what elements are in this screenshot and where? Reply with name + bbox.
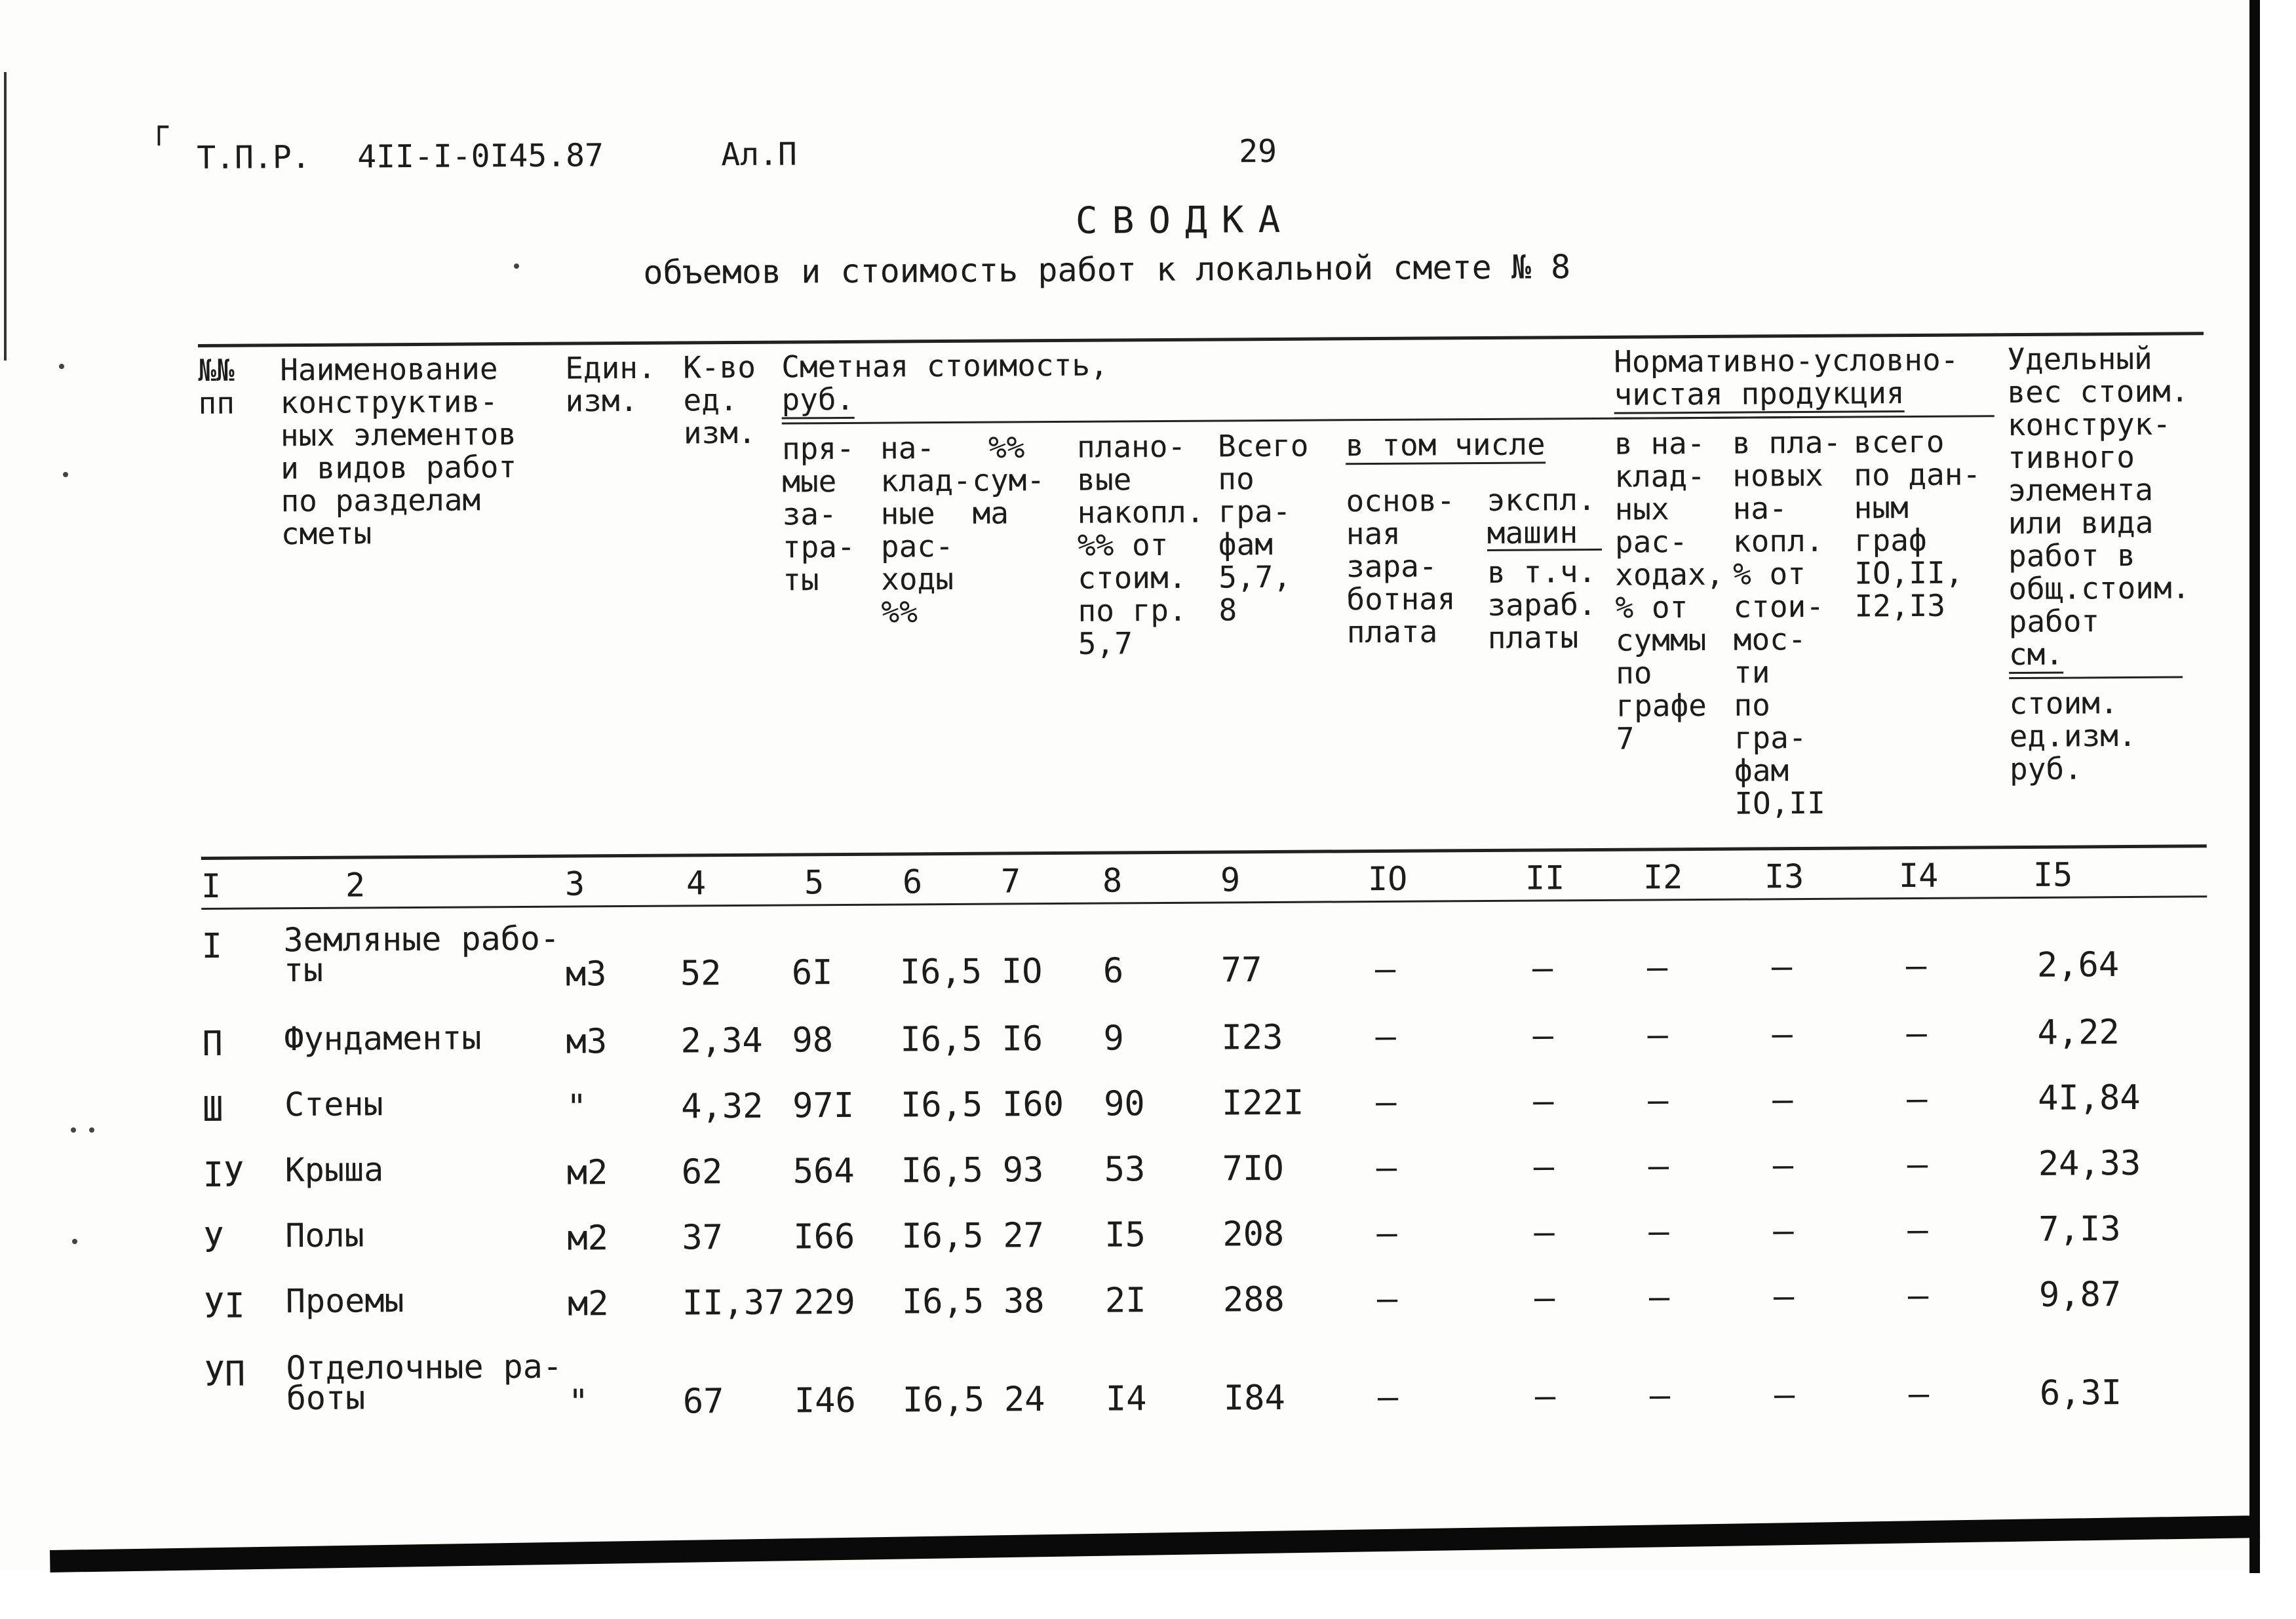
header-nup-overhead: в на- клад- ных рас- ходах, % от суммы по графе 7 xyxy=(1614,425,1724,756)
row-nup-overhead: – xyxy=(1648,1146,1669,1186)
col-number: 5 xyxy=(804,863,825,902)
row-qty: 62 xyxy=(681,1152,723,1192)
header-name: Наименование конструктив- ных элементов и видов работ по разделам сметы xyxy=(280,351,517,552)
row-wage: – xyxy=(1376,1279,1398,1319)
doc-code: Т.П.Р. xyxy=(197,138,311,176)
scan-speck xyxy=(71,1127,76,1133)
row-overhead-sum: IO xyxy=(1001,952,1043,992)
header-nup-group: Нормативно-условно- xyxy=(1614,341,1959,380)
row-nup-planned: – xyxy=(1772,1146,1794,1186)
scan-speck xyxy=(59,364,64,369)
header-pct-sum: сум- ма xyxy=(972,462,1045,531)
row-machines: – xyxy=(1532,1016,1553,1056)
header-overhead: на- клад- ные рас- ходы %% xyxy=(880,430,971,630)
row-planned-savings: 9 xyxy=(1103,1019,1125,1059)
col-number: I5 xyxy=(2033,855,2073,894)
row-overhead-sum: 24 xyxy=(1003,1380,1045,1420)
row-total: I84 xyxy=(1223,1378,1285,1418)
row-planned-savings: 2I xyxy=(1104,1281,1146,1321)
doc-number: 4II-I-0I45.87 xyxy=(357,137,604,176)
row-unit: " xyxy=(566,1087,587,1127)
header-incl: в том числе xyxy=(1346,426,1546,465)
row-number: УI xyxy=(203,1286,245,1326)
row-overhead-sum: 27 xyxy=(1003,1216,1045,1256)
col-number: 4 xyxy=(686,864,707,903)
row-planned-savings: 90 xyxy=(1103,1084,1145,1124)
col-number: IO xyxy=(1367,859,1408,899)
col-number: I4 xyxy=(1898,856,1939,895)
header-share-unit: см. xyxy=(2009,636,2063,674)
row-nup-total: – xyxy=(1908,1374,1930,1414)
row-share: 24,33 xyxy=(2038,1143,2141,1184)
row-name: Земляные рабо- ты xyxy=(283,919,560,990)
row-machines: – xyxy=(1532,948,1553,988)
row-qty: II,37 xyxy=(682,1283,785,1323)
row-share: 9,87 xyxy=(2038,1275,2122,1315)
row-total: 288 xyxy=(1222,1279,1285,1320)
scan-speck xyxy=(89,1127,94,1133)
col-number: 3 xyxy=(564,865,585,903)
header-nup-total: всего по дан- ным граф IO,II, I2,I3 xyxy=(1853,423,1981,624)
header-nup-group-2: чистая продукция xyxy=(1614,375,1904,414)
row-direct-cost: 98 xyxy=(792,1021,834,1061)
row-unit: " xyxy=(568,1382,589,1422)
col-number: 7 xyxy=(1000,862,1021,901)
row-overhead-pct: I6,5 xyxy=(900,1019,983,1060)
row-machines: – xyxy=(1534,1376,1556,1416)
row-overhead-pct: I6,5 xyxy=(900,1085,983,1125)
header-wage: основ- ная зара- ботная плата xyxy=(1346,482,1456,650)
row-share: 7,I3 xyxy=(2038,1209,2121,1249)
header-machines: экспл. машин xyxy=(1487,481,1596,551)
row-machines: – xyxy=(1534,1213,1555,1253)
row-total: 208 xyxy=(1222,1214,1285,1255)
row-overhead-pct: I6,5 xyxy=(902,1380,985,1420)
col-number: 2 xyxy=(345,866,366,905)
row-planned-savings: 53 xyxy=(1104,1150,1146,1190)
row-nup-total: – xyxy=(1907,1276,1929,1316)
row-nup-planned: – xyxy=(1771,947,1793,987)
row-unit: м3 xyxy=(566,1022,608,1062)
row-nup-overhead: – xyxy=(1647,1081,1669,1121)
column-numbers-rule xyxy=(201,895,2207,910)
row-overhead-sum: 93 xyxy=(1002,1150,1044,1190)
header-cost-group: Сметная стоимость, xyxy=(781,347,1108,385)
row-nup-planned: – xyxy=(1772,1015,1793,1055)
row-direct-cost: 229 xyxy=(793,1282,856,1323)
col-number: 8 xyxy=(1102,861,1123,900)
document-content xyxy=(197,115,2230,1537)
row-direct-cost: 564 xyxy=(792,1151,855,1192)
row-wage: – xyxy=(1374,949,1396,990)
row-wage: – xyxy=(1375,1017,1397,1057)
row-overhead-pct: I6,5 xyxy=(901,1216,984,1257)
row-wage: – xyxy=(1377,1377,1399,1418)
row-share: 4I,84 xyxy=(2037,1078,2141,1118)
row-direct-cost: I66 xyxy=(793,1217,855,1257)
row-machines: – xyxy=(1533,1147,1555,1187)
row-qty: 2,34 xyxy=(680,1021,763,1061)
row-number: IУ xyxy=(203,1155,244,1195)
row-planned-savings: I5 xyxy=(1104,1215,1146,1255)
nup-group-underline xyxy=(1614,415,1994,419)
header-total: Всего по гра- фам 5,7, 8 xyxy=(1217,427,1309,628)
row-overhead-pct: I6,5 xyxy=(901,1281,984,1322)
col-number: I xyxy=(201,867,222,905)
row-name: Крыша xyxy=(284,1150,384,1190)
row-name: Проемы xyxy=(285,1281,404,1321)
header-direct: пря- мые за- тра- ты xyxy=(781,430,855,598)
row-nup-planned: – xyxy=(1774,1375,1795,1415)
row-share: 2,64 xyxy=(2036,945,2120,985)
row-nup-planned: – xyxy=(1772,1080,1793,1120)
scan-speck xyxy=(72,1239,77,1244)
row-number: УП xyxy=(204,1354,246,1394)
col-number: I2 xyxy=(1643,858,1683,897)
col-number: II xyxy=(1525,859,1565,897)
scan-margin-mark xyxy=(4,72,7,361)
row-qty: 37 xyxy=(682,1218,724,1258)
row-name: Отделочные ра- боты xyxy=(286,1347,563,1418)
row-total: I22I xyxy=(1221,1083,1304,1123)
scan-border-right xyxy=(2249,0,2260,1573)
row-nup-total: – xyxy=(1906,1013,1927,1054)
row-nup-total: – xyxy=(1907,1210,1928,1251)
col-number: I3 xyxy=(1764,857,1804,896)
row-name: Фундаменты xyxy=(284,1019,482,1059)
header-share-cost: стоим. ед.изм. руб. xyxy=(2009,685,2137,787)
row-unit: м2 xyxy=(566,1153,608,1193)
header-share: Удельный вес стоим. конструк- тивного элемента или вида работ в общ.стоим. работ xyxy=(2007,340,2190,640)
row-direct-cost: I46 xyxy=(794,1380,856,1421)
row-unit: м3 xyxy=(565,954,607,994)
document-subtitle: объемов и стоимость работ к локальной смете № 8 xyxy=(643,248,1571,292)
row-direct-cost: 6I xyxy=(791,953,833,993)
row-overhead-sum: I6 xyxy=(1002,1019,1043,1059)
corner-bracket-icon: ┌ xyxy=(149,109,168,146)
row-wage: – xyxy=(1375,1082,1397,1123)
row-planned-savings: I4 xyxy=(1105,1379,1147,1419)
row-share: 6,3I xyxy=(2039,1373,2122,1413)
row-direct-cost: 97I xyxy=(792,1085,855,1126)
album-label: Ал.П xyxy=(721,136,798,174)
row-nup-overhead: – xyxy=(1648,1278,1670,1317)
header-qty: К-во ед. изм. xyxy=(683,349,756,451)
row-machines: – xyxy=(1532,1082,1554,1122)
share-underline xyxy=(2009,676,2183,680)
row-machines: – xyxy=(1534,1278,1555,1318)
row-nup-planned: – xyxy=(1773,1211,1794,1251)
header-nup-planned: в пла- новых на- копл. % от стои- мос- ти по гра- фам IO,II xyxy=(1732,424,1842,821)
row-nup-overhead: – xyxy=(1649,1376,1671,1416)
row-nup-planned: – xyxy=(1773,1277,1795,1317)
row-overhead-sum: I60 xyxy=(1002,1084,1064,1125)
row-qty: 52 xyxy=(680,954,722,994)
row-name: Полы xyxy=(285,1216,364,1255)
row-nup-total: – xyxy=(1907,1144,1928,1185)
row-overhead-sum: 38 xyxy=(1003,1281,1045,1321)
row-number: П xyxy=(202,1024,224,1064)
row-wage: – xyxy=(1376,1148,1397,1188)
row-wage: – xyxy=(1376,1213,1397,1254)
row-nup-overhead: – xyxy=(1648,1212,1669,1252)
header-num: №№ пп xyxy=(198,352,235,421)
col-number: 6 xyxy=(902,863,923,901)
row-unit: м2 xyxy=(567,1284,609,1324)
page-number: 29 xyxy=(1239,132,1277,170)
row-share: 4,22 xyxy=(2037,1013,2120,1053)
scan-speck xyxy=(63,472,68,477)
row-name: Стены xyxy=(284,1085,383,1124)
row-number: Ш xyxy=(202,1089,224,1129)
row-number: I xyxy=(201,926,223,966)
row-overhead-pct: I6,5 xyxy=(901,1150,984,1191)
row-nup-overhead: – xyxy=(1647,1015,1668,1055)
row-total: 7IO xyxy=(1222,1148,1284,1189)
row-qty: 67 xyxy=(682,1382,724,1422)
row-total: I23 xyxy=(1221,1017,1283,1058)
header-unit: Един. изм. xyxy=(565,349,656,419)
row-planned-savings: 6 xyxy=(1102,951,1124,991)
header-machines-wage: в т.ч. зараб. платы xyxy=(1487,553,1597,655)
row-nup-total: – xyxy=(1905,946,1927,986)
row-nup-overhead: – xyxy=(1646,948,1668,988)
row-overhead-pct: I6,5 xyxy=(899,952,983,992)
col-number: 9 xyxy=(1220,861,1241,899)
header-pct-sum-pct: %% xyxy=(988,429,1025,465)
header-planned: плано- вые накопл. %% от стоим. по гр. 5,7 xyxy=(1076,428,1205,661)
row-unit: м2 xyxy=(567,1219,609,1258)
row-number: У xyxy=(203,1220,224,1260)
machines-underline xyxy=(1487,549,1602,551)
document-title: СВОДКА xyxy=(1075,198,1295,243)
row-total: 77 xyxy=(1220,950,1262,990)
header-cost-unit: руб. xyxy=(781,381,854,419)
row-qty: 4,32 xyxy=(680,1086,764,1127)
row-nup-total: – xyxy=(1906,1079,1928,1120)
